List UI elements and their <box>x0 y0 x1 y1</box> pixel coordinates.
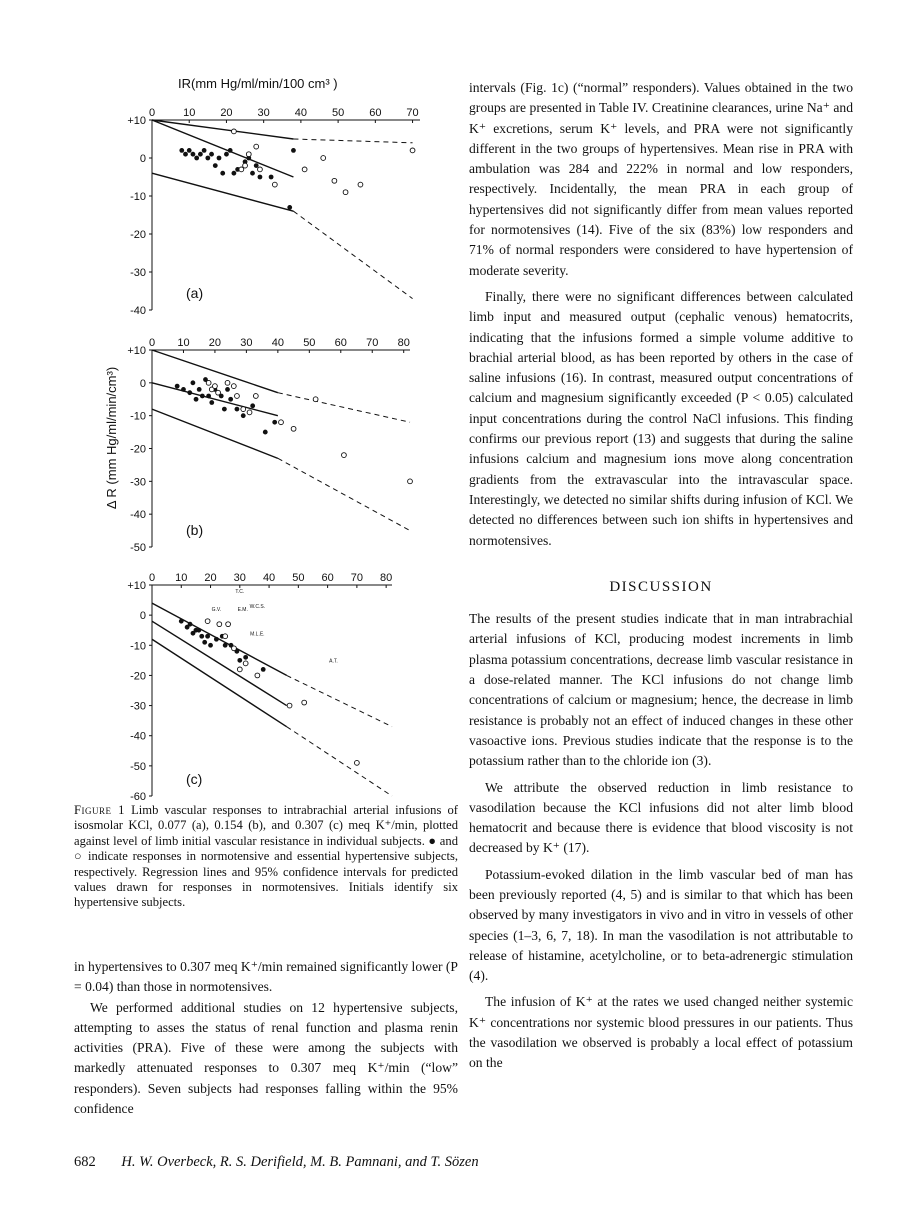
normotensive-point <box>196 628 201 633</box>
ci-lower-dashed-line <box>278 458 410 530</box>
normotensive-point <box>197 387 202 392</box>
y-tick-label: -40 <box>130 305 146 317</box>
hypertensive-point <box>410 148 415 153</box>
y-tick-label: 0 <box>139 610 146 623</box>
panel-label: (a) <box>186 285 204 301</box>
hypertensive-point <box>241 407 246 412</box>
y-tick-label: -10 <box>130 640 146 653</box>
figure-caption-text: Limb vascular responses to intrabrachial arterial infusions of isosmolar KCl, 0.077 (a), 0.154 (b), and 0.307 (c) meq K⁺/min, plotted against level of limb initial vascular resistance in individual subjects. ● and ○ indicate responses in normotensive and essential hypertensive subjects, respectively. Regression lines and 95% confidence intervals for predicted values drawn for responses in normotensives. Initials identify six hypertensive subjects. <box>74 803 458 910</box>
discussion-paragraph-1: The results of the present studies indicate that in man intrabrachial arterial infusions of KCl, producing modest increments in limb plasma potassium concentrations, decrease limb vascular resistance in a dose-related manner. The KCl infusions do not change limb concentrations of calcium or magnesium; hence, the decrease in limb resistance is probably not an effect of induced changes in these other vasoactive ions. Previous studies indicate that the response is to the potassium rather than to the chloride ion (3). <box>469 611 853 769</box>
x-tick-label: 10 <box>177 337 190 349</box>
panel-label: (b) <box>186 522 204 538</box>
hypertensive-point <box>232 646 237 651</box>
hypertensive-point <box>247 410 252 415</box>
page-footer <box>74 1154 854 1171</box>
normotensive-point <box>287 205 292 210</box>
normotensive-point <box>187 148 192 153</box>
normotensive-point <box>261 667 266 672</box>
normotensive-point <box>188 622 193 627</box>
normotensive-point <box>187 390 192 395</box>
normotensive-point <box>202 640 207 645</box>
panel-label: (c) <box>186 771 203 787</box>
hypertensive-point <box>231 129 236 134</box>
ci-lower-dashed-line <box>287 727 392 796</box>
normotensive-point <box>200 394 205 399</box>
x-tick-label: 80 <box>397 337 410 349</box>
x-tick-label: 0 <box>148 107 156 119</box>
normotensive-point <box>258 175 263 180</box>
normotensive-point <box>194 397 199 402</box>
figure-caption <box>74 803 458 911</box>
x-tick-label: 50 <box>292 572 305 584</box>
normotensive-point <box>183 152 188 157</box>
normotensive-point <box>214 637 219 642</box>
normotensive-point <box>228 148 233 153</box>
hypertensive-point <box>226 622 231 627</box>
y-tick-label: +10 <box>127 345 146 357</box>
ci-lower-dashed-line <box>293 211 412 298</box>
hypertensive-point <box>213 384 218 389</box>
x-tick-label: 50 <box>331 107 345 119</box>
x-tick-label: 0 <box>148 337 156 349</box>
hypertensive-point <box>408 479 413 484</box>
y-tick-label: -30 <box>130 476 146 489</box>
x-axis-title: IR(mm Hg/ml/min/100 cm³ ) <box>178 76 338 91</box>
hypertensive-point <box>279 420 284 425</box>
hypertensive-point <box>258 167 263 172</box>
normotensive-point <box>250 171 255 176</box>
hypertensive-point <box>342 453 347 458</box>
ci-lower-solid-line <box>152 409 278 458</box>
normotensive-point <box>179 619 184 624</box>
normotensive-point <box>235 407 240 412</box>
hypertensive-point <box>231 384 236 389</box>
figure-1 <box>60 70 455 803</box>
hypertensive-point <box>205 619 210 624</box>
x-tick-label: 60 <box>334 337 347 349</box>
hypertensive-point <box>332 178 337 183</box>
normotensive-point <box>291 148 296 153</box>
left-paragraph-2: We performed additional studies on 12 hypertensive subjects, attempting to asses the status of renal function and plasma renin activities (PRA). Five of these were among the subjects with markedly attenuated responses to 0.307 meq K⁺/min (“low” responders). Seven subjects had responses falling within the 95% confidence <box>74 999 458 1117</box>
normotensive-point <box>202 148 207 153</box>
normotensive-point <box>272 420 277 425</box>
normotensive-point <box>181 387 186 392</box>
normotensive-point <box>208 643 213 648</box>
x-tick-label: 0 <box>148 572 156 584</box>
y-tick-label: -20 <box>130 229 146 241</box>
y-tick-label: -50 <box>130 760 146 773</box>
regression-line <box>152 621 287 705</box>
x-tick-label: 80 <box>380 572 393 584</box>
y-tick-label: -60 <box>130 791 146 803</box>
hypertensive-point <box>287 703 292 708</box>
y-tick-label: -40 <box>130 509 146 522</box>
x-tick-label: 60 <box>321 572 334 584</box>
left-paragraph-1: in hypertensives to 0.307 meq K⁺/min remained significantly lower (P = 0.04) than those in normotensives. <box>74 959 458 995</box>
figure-caption-label: Figure 1 <box>74 803 125 817</box>
hypertensive-point <box>358 182 363 187</box>
regression-line <box>152 120 293 177</box>
hypertensive-point <box>235 394 240 399</box>
hypertensive-point <box>243 661 248 666</box>
y-tick-label: -30 <box>130 267 146 279</box>
hypertensive-point <box>354 760 359 765</box>
subject-initials-label: T.C. <box>235 589 245 596</box>
normotensive-point <box>199 634 204 639</box>
ci-upper-solid-line <box>152 120 293 139</box>
normotensive-point <box>191 152 196 157</box>
right-paragraph-1: intervals (Fig. 1c) (“normal” responders). Values obtained in the two groups are presented in Table IV. Creatinine clearances, urine Na⁺ and K⁺ excretions, serum K⁺ levels, and PRA were not significantly different in the two groups of hypertensives. Mean rise in PRA with ambulation was 284 and 222% in normal and low responders, respectively. Incidentally, the mean PRA in each group of hypertensives did not significantly differ from mean values reported for normotensives (14). Five of the six (83%) low responders and 71% of normal responders were considered to have hypertension of moderate severity. <box>469 80 853 278</box>
y-tick-label: -10 <box>130 410 146 423</box>
x-tick-label: 30 <box>240 337 253 349</box>
hypertensive-point <box>239 167 244 172</box>
y-tick-label: 0 <box>139 153 146 165</box>
normotensive-point <box>179 148 184 153</box>
hypertensive-point <box>217 622 222 627</box>
normotensive-point <box>209 152 214 157</box>
x-tick-label: 60 <box>369 107 382 119</box>
normotensive-point <box>175 384 180 389</box>
ci-upper-solid-line <box>152 603 287 675</box>
hypertensive-point <box>253 394 258 399</box>
hypertensive-point <box>223 634 228 639</box>
normotensive-point <box>241 413 246 418</box>
figure-1-plots <box>60 70 455 803</box>
ci-upper-dashed-line <box>293 139 412 143</box>
x-tick-label: 70 <box>406 107 419 119</box>
x-tick-label: 70 <box>366 337 379 349</box>
normotensive-point <box>231 171 236 176</box>
panel-2 <box>127 337 412 554</box>
left-column-text <box>74 957 458 1119</box>
hypertensive-point <box>225 380 230 385</box>
panel-1 <box>127 107 420 317</box>
ci-upper-dashed-line <box>278 393 410 423</box>
x-tick-label: 40 <box>262 572 276 584</box>
hypertensive-point <box>272 182 277 187</box>
normotensive-point <box>254 163 259 168</box>
x-tick-label: 40 <box>271 337 284 349</box>
x-tick-label: 20 <box>204 572 217 584</box>
x-tick-label: 50 <box>303 337 316 349</box>
hypertensive-point <box>291 426 296 431</box>
right-column-text <box>469 78 853 1074</box>
normotensive-point <box>220 171 225 176</box>
y-tick-label: -50 <box>130 542 146 554</box>
hypertensive-point <box>254 144 259 149</box>
discussion-paragraph-3: Potassium-evoked dilation in the limb vascular bed of man has been previously reported (4, 5) and is similar to that which has been observed by many investigators in vivo and in vitro in vessels of other species (1–3, 6, 7, 18). In man the vasodilation is not attributable to release of histamine, acetylcholine, or to beta-adrenergic stimulation (4). <box>469 866 853 984</box>
normotensive-point <box>209 400 214 405</box>
x-tick-label: 20 <box>208 337 222 349</box>
normotensive-point <box>243 655 248 660</box>
x-tick-label: 10 <box>175 572 188 584</box>
subject-initials-label: A.T. <box>329 658 338 665</box>
normotensive-point <box>228 397 233 402</box>
subject-initials-label: E.M. <box>237 607 248 614</box>
y-axis-title: Δ R (mm Hg/ml/min/cm³) <box>104 366 119 510</box>
x-tick-label: 30 <box>233 572 246 584</box>
y-tick-label: 0 <box>139 377 146 390</box>
normotensive-point <box>198 152 203 157</box>
right-paragraph-2: Finally, there were no significant differences between calculated limb input and measured output (cephalic venous) hematocrits, indicating that the infusions formed a simple volume additive to brachial arterial blood, as has been reported by others in the case of saline infusions (16). In contrast, measured output concentrations of calcium and magnesium significantly exceeded (P < 0.05) calculated input concentrations during the control NaCl infusions. This finding confirms our previous report (13) and suggests that during the saline infusions calcium and magnesium ions move along concentration gradients from the extravascular into the intravascular space. Interestingly, we detected no similar shifts during infusion of KCl. We detected no differences between such ion shifts in hypertensives and normotensives. <box>469 288 853 548</box>
hypertensive-point <box>321 156 326 161</box>
hypertensive-point <box>302 167 307 172</box>
footer-authors: H. W. Overbeck, R. S. Derifield, M. B. Pamnani, and T. Sözen <box>121 1154 479 1170</box>
y-tick-label: -40 <box>130 730 146 743</box>
normotensive-point <box>205 156 210 161</box>
x-tick-label: 30 <box>257 107 270 119</box>
hypertensive-point <box>313 397 318 402</box>
subject-initials-label: W.C.S. <box>249 604 266 611</box>
hypertensive-point <box>343 190 348 195</box>
normotensive-point <box>223 643 228 648</box>
normotensive-point <box>213 163 218 168</box>
hypertensive-point <box>255 673 260 678</box>
hypertensive-point <box>216 390 221 395</box>
hypertensive-point <box>302 700 307 705</box>
y-tick-label: -10 <box>130 191 146 203</box>
normotensive-point <box>237 658 242 663</box>
normotensive-point <box>206 394 211 399</box>
normotensive-point <box>194 156 199 161</box>
subject-initials-label: M.L.E. <box>250 631 265 638</box>
normotensive-point <box>224 152 229 157</box>
discussion-paragraph-4: The infusion of K⁺ at the rates we used changed neither systemic K⁺ concentrations nor systemic blood pressures in our patients. Thus the vasodilation we observed is probably a local effect of potassium on the <box>469 994 853 1071</box>
discussion-paragraph-2: We attribute the observed reduction in limb resistance to vasodilation because the KCl infusions did not alter limb blood hematocrit and because there is evidence that blood viscosity is not decreased by K⁺ (17). <box>469 779 853 856</box>
x-tick-label: 70 <box>350 572 364 584</box>
normotensive-point <box>269 175 274 180</box>
normotensive-point <box>250 403 255 408</box>
normotensive-point <box>222 407 227 412</box>
panel-3 <box>127 572 392 803</box>
normotensive-point <box>263 430 268 435</box>
x-tick-label: 20 <box>220 107 233 119</box>
y-tick-label: -20 <box>130 670 146 683</box>
normotensive-point <box>217 156 222 161</box>
normotensive-point <box>225 387 230 392</box>
normotensive-point <box>191 380 196 385</box>
y-tick-label: -20 <box>130 443 146 456</box>
page-number: 682 <box>74 1154 96 1170</box>
hypertensive-point <box>206 380 211 385</box>
y-tick-label: +10 <box>127 115 146 127</box>
y-tick-label: -30 <box>130 700 146 713</box>
normotensive-point <box>205 634 210 639</box>
ci-lower-solid-line <box>152 639 287 726</box>
subject-initials-label: G.V. <box>211 607 222 614</box>
section-heading-discussion: DISCUSSION <box>609 578 713 595</box>
hypertensive-point <box>237 667 242 672</box>
hypertensive-point <box>243 163 248 168</box>
x-tick-label: 10 <box>183 107 196 119</box>
x-tick-label: 40 <box>294 107 308 119</box>
y-tick-label: +10 <box>127 580 146 592</box>
hypertensive-point <box>246 152 251 157</box>
